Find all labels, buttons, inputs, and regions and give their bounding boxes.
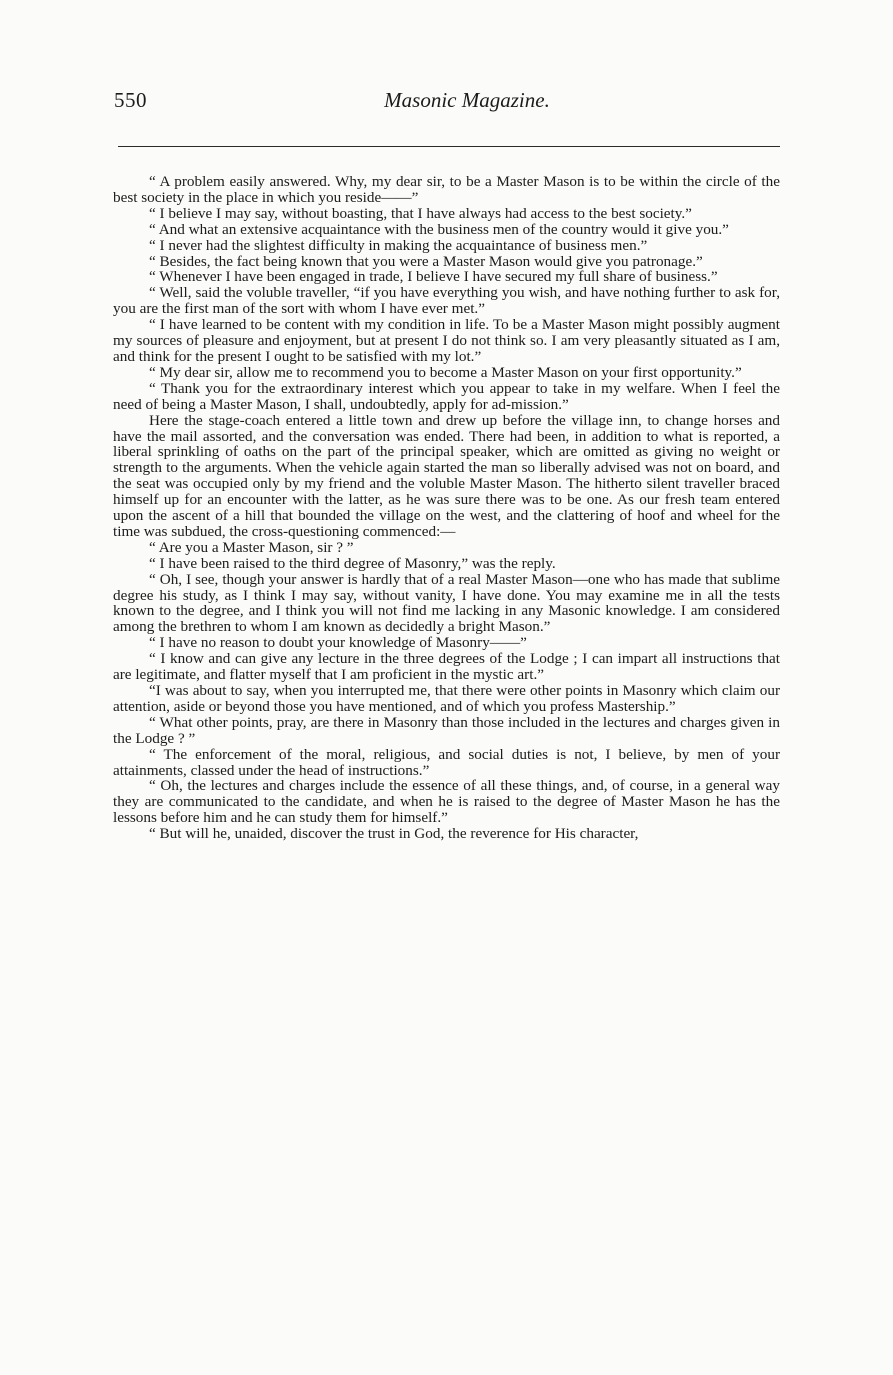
paragraph: “ Are you a Master Mason, sir ? ” (149, 538, 354, 556)
paragraph: “ A problem easily answered. Why, my dear sir, to be a Master Mason is to be within the circle of the best society in the place in which you reside——” (113, 173, 780, 206)
page-header (114, 88, 780, 118)
paragraph: “ Well, said the voluble traveller, “if you have everything you wish, and have nothing further to ask for, you are the first man of the sort with whom I have ever met.” (113, 284, 780, 318)
page-number: 550 (114, 88, 147, 112)
paragraph: “ I have no reason to doubt your knowledge of Masonry——” (149, 634, 527, 652)
paragraph: “ Besides, the fact being known that you were a Master Mason would give you patronage.” (149, 252, 703, 270)
paragraph: “ I never had the slightest difficulty in making the acquaintance of business men.” (149, 236, 648, 254)
paragraph: “ Oh, the lectures and charges include the essence of all these things, and, of course, in a general way they are communicated to the candidate, and when he is raised to the degree of Master Mason he has the lessons before him and he can study them for himself.” (113, 777, 780, 827)
paragraph: “ I have been raised to the third degree of Masonry,” was the reply. (149, 554, 556, 572)
paragraph: “ I know and can give any lecture in the three degrees of the Lodge ; I can impart all instructions that are legitimate, and flatter myself that I am proficient in the mystic art.” (113, 650, 780, 684)
paragraph: “ I believe I may say, without boasting, that I have always had access to the best society.” (149, 204, 692, 222)
paragraph: “ Oh, I see, though your answer is hardly that of a real Master Mason—one who has made that sublime degree his study, as I think I may say, without vanity, I have done. You may examine me in all the tests known to the degree, and I think you will not find me lacking in any Masonic knowledge. I am considered among the brethren to whom I am known as decidedly a bright Mason.” (113, 570, 780, 636)
paragraph: “ What other points, pray, are there in Masonry than those included in the lectures and charges given in the Lodge ? ” (113, 713, 780, 747)
paragraph: Here the stage-coach entered a little town and drew up before the village inn, to change horses and have the mail assorted, and the conversation was ended. There had been, in addition to what is reported, a liberal sprinkling of oaths on the part of the principal speaker, which are omitted as giving no weight or strength to the arguments. When the vehicle again started the man so liberally advised was not on board, and the seat was occupied only by my friend and the voluble Master Mason. The hitherto silent traveller braced himself up for an encounter with the latter, as he was sure there was to be one. As our fresh team entered upon the ascent of a hill that bounded the village on the west, and the clattering of hoof and wheel for the time was subdued, the cross-questioning commenced:— (113, 411, 780, 540)
paragraph: “I was about to say, when you interrupted me, that there were other points in Masonry which claim our attention, aside or beyond those you have mentioned, and of which you profess Mastership.” (113, 682, 780, 715)
paragraph: “ But will he, unaided, discover the trust in God, the reverence for His character, (149, 825, 639, 843)
paragraph: “ Whenever I have been engaged in trade, I believe I have secured my full share of business.” (149, 268, 718, 286)
header-rule (118, 146, 780, 147)
paragraph: “ And what an extensive acquaintance with the business men of the country would it give you.” (149, 220, 729, 238)
running-title: Masonic Magazine. (384, 88, 550, 112)
paragraph: “ My dear sir, allow me to recommend you to become a Master Mason on your first opportunity.” (149, 363, 742, 381)
article-body (113, 174, 780, 842)
paragraph: “ Thank you for the extraordinary interest which you appear to take in my welfare. When I feel the need of being a Master Mason, I shall, undoubtedly, apply for ad-mission.” (113, 379, 780, 413)
paragraph: “ I have learned to be content with my condition in life. To be a Master Mason might possibly augment my sources of pleasure and enjoyment, but at present I do not think so. I am very pleasantly situated as I am, and think for the present I ought to be satisfied with my lot.” (113, 316, 780, 365)
paragraph: “ The enforcement of the moral, religious, and social duties is not, I believe, by men of your attainments, classed under the head of instructions.” (113, 745, 780, 779)
